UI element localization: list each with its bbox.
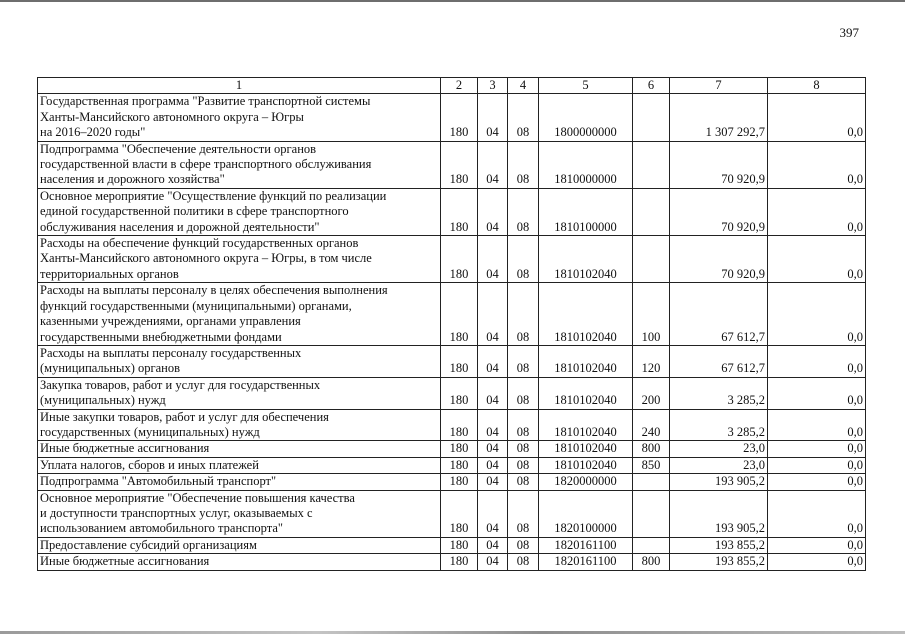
code-cell-2: 180 <box>441 554 478 570</box>
code-cell-2: 180 <box>441 377 478 409</box>
amount-cell-7: 193 855,2 <box>670 537 768 553</box>
code-cell-3: 04 <box>478 377 508 409</box>
code-cell-2: 180 <box>441 537 478 553</box>
code-cell-5: 1810102040 <box>539 377 633 409</box>
item-name-line: Расходы на обеспечение функций государственных органов <box>40 236 359 251</box>
code-cell-3: 04 <box>478 537 508 553</box>
code-cell-6 <box>633 94 670 141</box>
code-cell-6: 100 <box>633 283 670 346</box>
item-name-cell <box>38 345 441 377</box>
code-cell-6: 240 <box>633 409 670 441</box>
code-cell-6 <box>633 141 670 188</box>
item-name-cell <box>38 554 441 570</box>
amount-cell-8: 0,0 <box>768 441 866 457</box>
amount-cell-7: 3 285,2 <box>670 377 768 409</box>
code-cell-5: 1810102040 <box>539 409 633 441</box>
code-cell-2: 180 <box>441 283 478 346</box>
item-name-cell <box>38 141 441 188</box>
code-cell-3: 04 <box>478 345 508 377</box>
item-name-line: казенными учреждениями, органами управления <box>40 314 301 329</box>
item-name-line: Иные бюджетные ассигнования <box>40 441 210 456</box>
code-cell-6: 800 <box>633 554 670 570</box>
item-name-line: Закупка товаров, работ и услуг для государственных <box>40 377 321 392</box>
amount-cell-7: 3 285,2 <box>670 409 768 441</box>
header-cell: 6 <box>633 78 670 94</box>
amount-cell-8: 0,0 <box>768 236 866 283</box>
code-cell-2: 180 <box>441 490 478 537</box>
amount-cell-7: 23,0 <box>670 441 768 457</box>
item-name-line: территориальных органов <box>40 266 179 281</box>
amount-cell-7: 1 307 292,7 <box>670 94 768 141</box>
code-cell-3: 04 <box>478 236 508 283</box>
amount-cell-8: 0,0 <box>768 554 866 570</box>
header-cell: 3 <box>478 78 508 94</box>
item-name-cell <box>38 94 441 141</box>
item-name-line: Ханты-Мансийского автономного округа – Югры, в том числе <box>40 251 372 266</box>
code-cell-3: 04 <box>478 409 508 441</box>
code-cell-5: 1810102040 <box>539 345 633 377</box>
code-cell-6: 120 <box>633 345 670 377</box>
amount-cell-8: 0,0 <box>768 377 866 409</box>
code-cell-2: 180 <box>441 474 478 490</box>
amount-cell-8: 0,0 <box>768 345 866 377</box>
table-row <box>38 188 866 235</box>
table-header-row <box>38 78 866 94</box>
code-cell-4: 08 <box>508 283 539 346</box>
amount-cell-7: 193 905,2 <box>670 474 768 490</box>
amount-cell-8: 0,0 <box>768 141 866 188</box>
item-name-line: Иные закупки товаров, работ и услуг для обеспечения <box>40 409 329 424</box>
table-row <box>38 537 866 553</box>
item-name-line: на 2016–2020 годы" <box>40 125 146 140</box>
code-cell-5: 1810102040 <box>539 236 633 283</box>
code-cell-4: 08 <box>508 457 539 473</box>
header-cell: 7 <box>670 78 768 94</box>
code-cell-4: 08 <box>508 490 539 537</box>
item-name-line: использованием автомобильного транспорта" <box>40 521 283 536</box>
code-cell-4: 08 <box>508 188 539 235</box>
amount-cell-8: 0,0 <box>768 490 866 537</box>
item-name-cell <box>38 537 441 553</box>
amount-cell-7: 23,0 <box>670 457 768 473</box>
table-row <box>38 441 866 457</box>
table-row <box>38 490 866 537</box>
code-cell-3: 04 <box>478 474 508 490</box>
item-name-cell <box>38 236 441 283</box>
table-row <box>38 94 866 141</box>
item-name-cell <box>38 457 441 473</box>
amount-cell-7: 193 855,2 <box>670 554 768 570</box>
item-name-line: Расходы на выплаты персоналу в целях обеспечения выполнения <box>40 283 388 298</box>
table-row <box>38 474 866 490</box>
code-cell-5: 1810000000 <box>539 141 633 188</box>
code-cell-5: 1810100000 <box>539 188 633 235</box>
amount-cell-8: 0,0 <box>768 409 866 441</box>
item-name-cell <box>38 283 441 346</box>
budget-table <box>37 77 866 571</box>
item-name-line: Уплата налогов, сборов и иных платежей <box>40 457 259 472</box>
header-cell: 8 <box>768 78 866 94</box>
code-cell-2: 180 <box>441 188 478 235</box>
amount-cell-7: 70 920,9 <box>670 141 768 188</box>
item-name-line: Основное мероприятие "Обеспечение повышения качества <box>40 490 355 505</box>
item-name-line: обслуживания населения и дорожной деятельности" <box>40 219 320 234</box>
table-row <box>38 377 866 409</box>
item-name-line: государственными внебюджетными фондами <box>40 329 282 344</box>
item-name-line: населения и дорожного хозяйства" <box>40 172 225 187</box>
amount-cell-7: 70 920,9 <box>670 236 768 283</box>
code-cell-3: 04 <box>478 141 508 188</box>
table-row <box>38 236 866 283</box>
code-cell-6: 850 <box>633 457 670 473</box>
code-cell-5: 1800000000 <box>539 94 633 141</box>
scan-edge-top <box>0 0 905 2</box>
item-name-cell <box>38 441 441 457</box>
item-name-cell <box>38 409 441 441</box>
code-cell-3: 04 <box>478 457 508 473</box>
code-cell-5: 1810102040 <box>539 457 633 473</box>
code-cell-3: 04 <box>478 554 508 570</box>
item-name-line: Основное мероприятие "Осуществление функций по реализации <box>40 188 387 203</box>
header-cell: 5 <box>539 78 633 94</box>
table-row <box>38 409 866 441</box>
code-cell-2: 180 <box>441 345 478 377</box>
table-row <box>38 457 866 473</box>
code-cell-4: 08 <box>508 554 539 570</box>
item-name-cell <box>38 188 441 235</box>
item-name-line: Ханты-Мансийского автономного округа – Югры <box>40 109 304 124</box>
item-name-line: и доступности транспортных услуг, оказываемых с <box>40 505 313 520</box>
code-cell-6 <box>633 188 670 235</box>
code-cell-6 <box>633 474 670 490</box>
code-cell-5: 1810102040 <box>539 441 633 457</box>
code-cell-3: 04 <box>478 188 508 235</box>
item-name-line: Подпрограмма "Обеспечение деятельности органов <box>40 141 317 156</box>
code-cell-4: 08 <box>508 537 539 553</box>
header-cell: 1 <box>38 78 441 94</box>
code-cell-6 <box>633 236 670 283</box>
amount-cell-7: 67 612,7 <box>670 283 768 346</box>
amount-cell-8: 0,0 <box>768 537 866 553</box>
code-cell-6: 200 <box>633 377 670 409</box>
code-cell-4: 08 <box>508 409 539 441</box>
code-cell-5: 1820000000 <box>539 474 633 490</box>
header-cell: 2 <box>441 78 478 94</box>
code-cell-5: 1820161100 <box>539 537 633 553</box>
page-number: 397 <box>839 25 859 40</box>
amount-cell-8: 0,0 <box>768 94 866 141</box>
item-name-line: Подпрограмма "Автомобильный транспорт" <box>40 474 277 489</box>
item-name-line: Предоставление субсидий организациям <box>40 537 257 552</box>
amount-cell-8: 0,0 <box>768 457 866 473</box>
amount-cell-7: 67 612,7 <box>670 345 768 377</box>
code-cell-2: 180 <box>441 141 478 188</box>
code-cell-4: 08 <box>508 236 539 283</box>
item-name-line: (муниципальных) органов <box>40 361 181 376</box>
code-cell-3: 04 <box>478 283 508 346</box>
table-row <box>38 141 866 188</box>
amount-cell-7: 193 905,2 <box>670 490 768 537</box>
item-name-line: Государственная программа "Развитие транспортной системы <box>40 94 371 109</box>
code-cell-3: 04 <box>478 490 508 537</box>
code-cell-2: 180 <box>441 457 478 473</box>
code-cell-6 <box>633 490 670 537</box>
code-cell-5: 1810102040 <box>539 283 633 346</box>
item-name-cell <box>38 377 441 409</box>
table-row <box>38 283 866 346</box>
code-cell-4: 08 <box>508 345 539 377</box>
item-name-line: Иные бюджетные ассигнования <box>40 554 210 569</box>
code-cell-3: 04 <box>478 441 508 457</box>
item-name-cell <box>38 474 441 490</box>
item-name-line: единой государственной политики в сфере транспортного <box>40 204 349 219</box>
code-cell-4: 08 <box>508 441 539 457</box>
code-cell-4: 08 <box>508 94 539 141</box>
item-name-line: функций государственными (муниципальными) органами, <box>40 298 352 313</box>
amount-cell-8: 0,0 <box>768 188 866 235</box>
code-cell-2: 180 <box>441 94 478 141</box>
code-cell-4: 08 <box>508 474 539 490</box>
table-row <box>38 345 866 377</box>
table-row <box>38 554 866 570</box>
code-cell-3: 04 <box>478 94 508 141</box>
code-cell-5: 1820100000 <box>539 490 633 537</box>
code-cell-5: 1820161100 <box>539 554 633 570</box>
item-name-cell <box>38 490 441 537</box>
code-cell-2: 180 <box>441 236 478 283</box>
item-name-line: (муниципальных) нужд <box>40 393 166 408</box>
item-name-line: государственных (муниципальных) нужд <box>40 424 260 439</box>
code-cell-6: 800 <box>633 441 670 457</box>
code-cell-2: 180 <box>441 409 478 441</box>
amount-cell-8: 0,0 <box>768 283 866 346</box>
item-name-line: государственной власти в сфере транспортного обслуживания <box>40 157 372 172</box>
amount-cell-7: 70 920,9 <box>670 188 768 235</box>
code-cell-2: 180 <box>441 441 478 457</box>
code-cell-4: 08 <box>508 141 539 188</box>
code-cell-6 <box>633 537 670 553</box>
scan-edge-bottom <box>0 631 905 634</box>
item-name-line: Расходы на выплаты персоналу государственных <box>40 345 302 360</box>
amount-cell-8: 0,0 <box>768 474 866 490</box>
code-cell-4: 08 <box>508 377 539 409</box>
header-cell: 4 <box>508 78 539 94</box>
